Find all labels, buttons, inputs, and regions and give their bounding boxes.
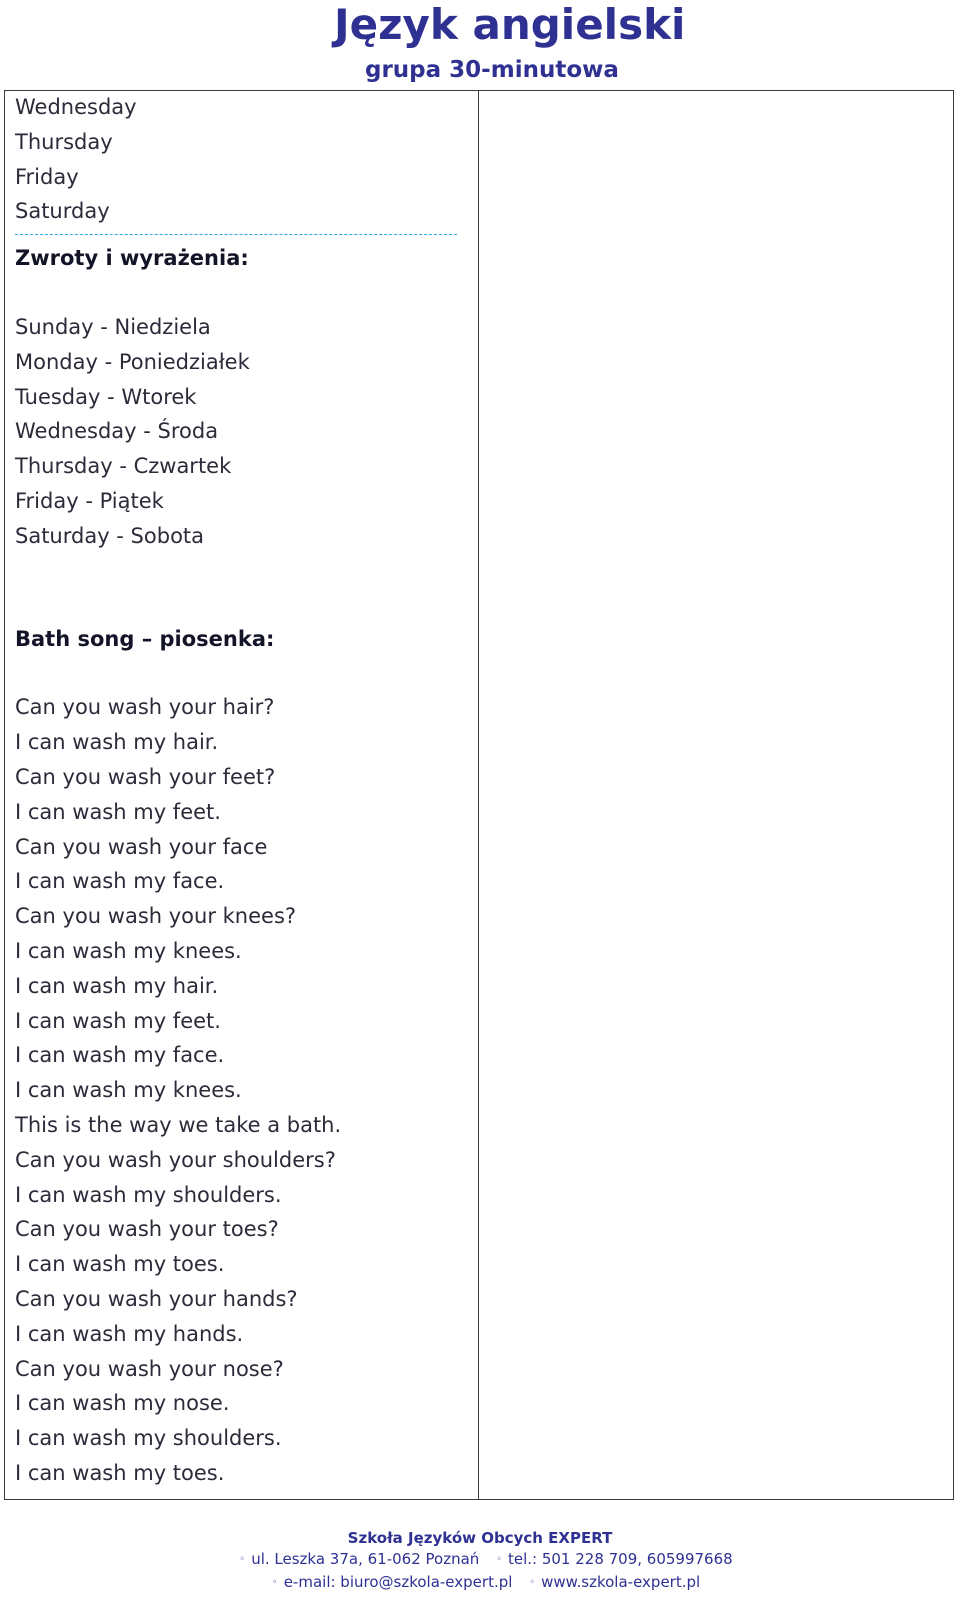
lyric-line: I can wash my face. (15, 1043, 225, 1068)
bullet-icon: ◦ (239, 1554, 246, 1565)
lyric-line: I can wash my feet. (15, 1008, 221, 1033)
lyric-line: I can wash my feet. (15, 799, 221, 824)
page-title: Język angielski (334, 0, 686, 49)
list-item: Sunday - Niedziela (15, 314, 211, 339)
phrases-list (15, 310, 475, 554)
school-name: Szkoła Języków Obcych EXPERT (347, 1529, 613, 1547)
list-item: Tuesday - Wtorek (15, 384, 197, 409)
table-column-divider (478, 90, 479, 1500)
lyric-line: Can you wash your toes? (15, 1217, 279, 1242)
left-column (15, 90, 475, 1491)
lyric-line: I can wash my nose. (15, 1391, 230, 1416)
list-item: Saturday - Sobota (15, 523, 205, 548)
contact-line-2 (0, 1571, 960, 1594)
top-days-list (15, 90, 475, 229)
email-link[interactable]: e-mail: biuro@szkola-expert.pl (283, 1573, 513, 1591)
lyric-line: I can wash my knees. (15, 938, 242, 963)
website-link[interactable]: www.szkola-expert.pl (541, 1573, 701, 1591)
song-lyrics (15, 690, 475, 1490)
list-item: Thursday - Czwartek (15, 454, 232, 479)
lyric-line: Can you wash your nose? (15, 1356, 284, 1381)
lyric-line: I can wash my shoulders. (15, 1426, 282, 1451)
lyric-line: I can wash my face. (15, 869, 225, 894)
phone-text: tel.: 501 228 709, 605997668 (507, 1550, 733, 1568)
list-item: Monday - Poniedziałek (15, 349, 250, 374)
lyric-line: I can wash my knees. (15, 1078, 242, 1103)
lyric-line: Can you wash your knees? (15, 904, 297, 929)
lyric-line: I can wash my toes. (15, 1252, 225, 1277)
phrases-heading: Zwroty i wyrażenia: (15, 246, 249, 271)
song-heading: Bath song – piosenka: (15, 626, 275, 651)
bullet-icon: ◦ (271, 1577, 278, 1588)
lyric-line: I can wash my hair. (15, 730, 219, 755)
contact-line-1 (0, 1548, 960, 1571)
bullet-icon: ◦ (529, 1577, 536, 1588)
lyric-line: I can wash my hair. (15, 973, 219, 998)
lyric-line: Can you wash your hands? (15, 1286, 298, 1311)
lyric-line: I can wash my shoulders. (15, 1182, 282, 1207)
address-text: ul. Leszka 37a, 61-062 Poznań (251, 1550, 480, 1568)
lyric-line: Can you wash your face (15, 834, 268, 859)
list-item: Friday (15, 164, 79, 189)
bullet-icon: ◦ (496, 1554, 502, 1565)
lyric-line: Can you wash your hair? (15, 695, 275, 720)
lyric-line: I can wash my hands. (15, 1321, 244, 1346)
list-item: Saturday (15, 199, 110, 224)
list-item: Wednesday (15, 95, 137, 119)
list-item: Thursday (15, 129, 113, 154)
lyric-line: Can you wash your shoulders? (15, 1147, 336, 1172)
list-item: Wednesday - Środa (15, 419, 219, 444)
page-subtitle: grupa 30-minutowa (365, 57, 619, 83)
list-item: Friday - Piątek (15, 488, 164, 513)
page-footer (0, 1528, 960, 1594)
lyric-line: Can you wash your feet? (15, 764, 276, 789)
lyric-line: I can wash my toes. (15, 1460, 225, 1485)
lyric-line: This is the way we take a bath. (15, 1112, 342, 1137)
